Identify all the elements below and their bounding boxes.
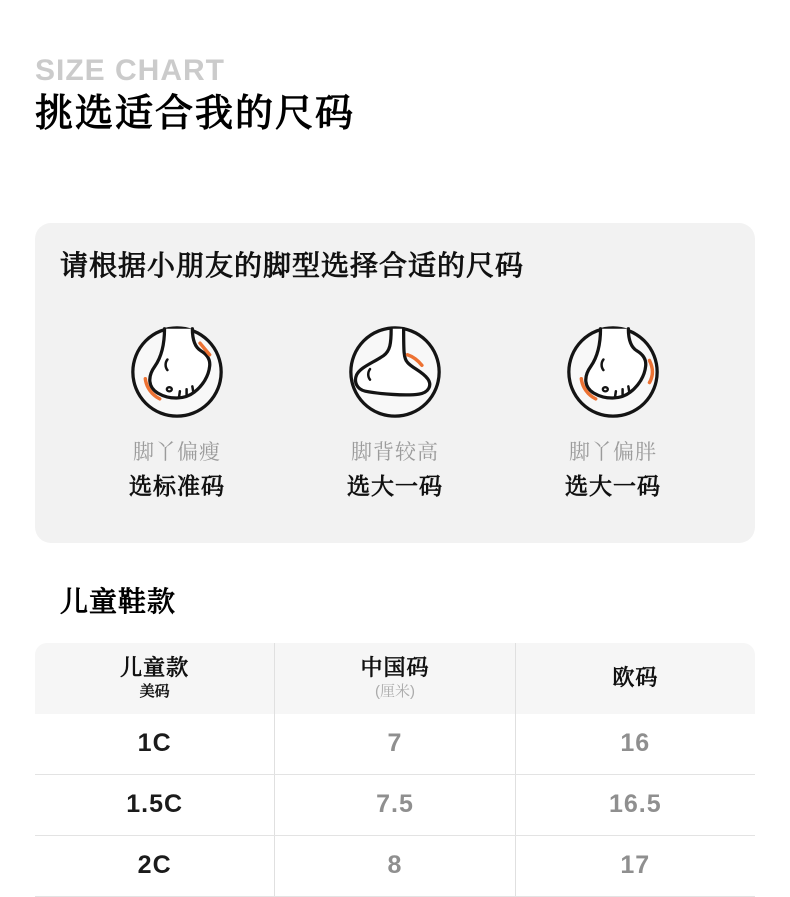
us-size-cell: 2C (137, 851, 172, 880)
column-sublabel: (厘米) (374, 683, 415, 701)
size-chart-table (35, 643, 755, 897)
column-header-cn-size (274, 643, 514, 714)
cn-size-cell: 7.5 (274, 775, 514, 835)
size-advice-label: 选大一码 (565, 473, 661, 500)
page-title: 挑选适合我的尺码 (35, 93, 356, 135)
guide-items-row (60, 324, 730, 501)
foot-high-instep-icon (347, 324, 443, 420)
column-header-us-size (35, 643, 274, 714)
column-header-eu-size (515, 643, 755, 714)
eu-size-cell: 17 (515, 836, 755, 896)
guide-item-slim-foot (68, 324, 286, 501)
table-row (35, 836, 755, 897)
table-section-title: 儿童鞋款 (60, 585, 177, 617)
column-sublabel: 美码 (139, 683, 170, 701)
table-row (35, 714, 755, 775)
us-size-cell: 1C (137, 729, 172, 758)
cn-size-cell: 8 (274, 836, 514, 896)
guide-heading: 请根据小朋友的脚型选择合适的尺码 (60, 250, 525, 281)
page-header (0, 0, 790, 133)
cn-size-cell: 7 (274, 714, 514, 774)
size-advice-label: 选标准码 (129, 473, 225, 500)
us-size-cell: 1.5C (126, 790, 184, 819)
table-row (35, 775, 755, 836)
foot-type-label: 脚丫偏瘦 (133, 441, 221, 465)
foot-type-label: 脚背较高 (351, 441, 439, 465)
guide-item-high-instep (286, 324, 504, 501)
foot-wide-icon (565, 324, 661, 420)
eu-size-cell: 16 (515, 714, 755, 774)
column-label: 欧码 (612, 664, 659, 690)
eyebrow-label: SIZE CHART (35, 54, 225, 87)
foot-type-label: 脚丫偏胖 (569, 441, 657, 465)
table-header-row (35, 643, 755, 714)
foot-slim-icon (129, 324, 225, 420)
column-label: 中国码 (360, 654, 430, 680)
eu-size-cell: 16.5 (515, 775, 755, 835)
foot-type-guide-panel (35, 223, 755, 543)
column-label: 儿童款 (120, 654, 190, 680)
size-advice-label: 选大一码 (347, 473, 443, 500)
guide-item-wide-foot (504, 324, 722, 501)
